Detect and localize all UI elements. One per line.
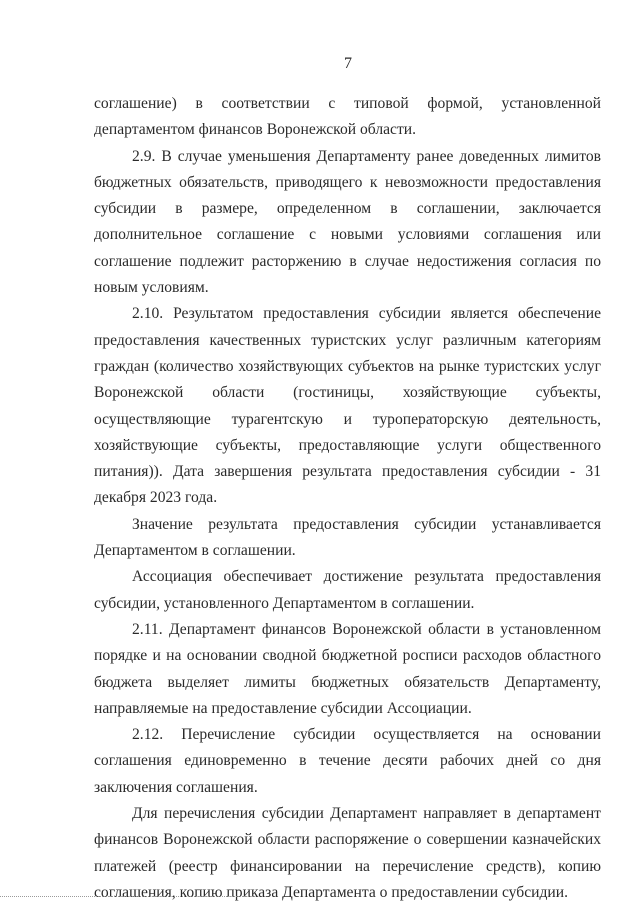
document-body	[94, 91, 601, 905]
paragraph-2-10: 2.10. Результатом предоставления субсидии является обеспечение предоставления качественных туристских услуг различным категориям граждан (количество хозяйствующих субъектов на рынке туристских услуг Воронежской области (гостиницы, хозяйствующие субъекты, осуществляющие турагентскую и туроператорскую деятельность, хозяйствующие субъекты, предоставляющие услуги общественного питания)). Дата завершения результата предоставления субсидии - 31 декабря 2023 года.	[94, 305, 601, 507]
paragraph-transfer: Для перечисления субсидии Департамент направляет в департамент финансов Воронежской области распоряжение о совершении казначейских платежей (реестр финансировании на перечисление средств), копию соглашения, копию приказа Департамента о предоставлении субсидии.	[94, 805, 601, 901]
bottom-divider	[0, 896, 255, 897]
paragraph-continuation: соглашение) в соответствии с типовой формой, установленной департаментом финансов Воронежской области.	[94, 95, 601, 139]
paragraph-result-value: Значение результата предоставления субсидии устанавливается Департаментом в соглашении.	[94, 515, 601, 560]
page-number: 7	[344, 55, 352, 72]
paragraph-2-9: 2.9. В случае уменьшения Департаменту ранее доведенных лимитов бюджетных обязательств, приводящего к невозможности предоставления субсидии в размере, определенном в соглашении, заключается дополнительное соглашение с новыми условиями соглашения или соглашение подлежит расторжению в случае недостижения согласия по новым условиям.	[94, 147, 601, 297]
paragraph-association: Ассоциация обеспечивает достижение результата предоставления субсидии, установленного Департаментом в соглашении.	[94, 568, 601, 612]
paragraph-2-11: 2.11. Департамент финансов Воронежской области в установленном порядке и на основании сводной бюджетной росписи расходов областного бюджета выделяет лимиты бюджетных обязательств Департаменту, направляемые на предоставление субсидии Ассоциации.	[94, 620, 601, 717]
paragraph-2-12: 2.12. Перечисление субсидии осуществляется на основании соглашения единовременно в течение десяти рабочих дней со дня заключения соглашения.	[94, 726, 601, 796]
